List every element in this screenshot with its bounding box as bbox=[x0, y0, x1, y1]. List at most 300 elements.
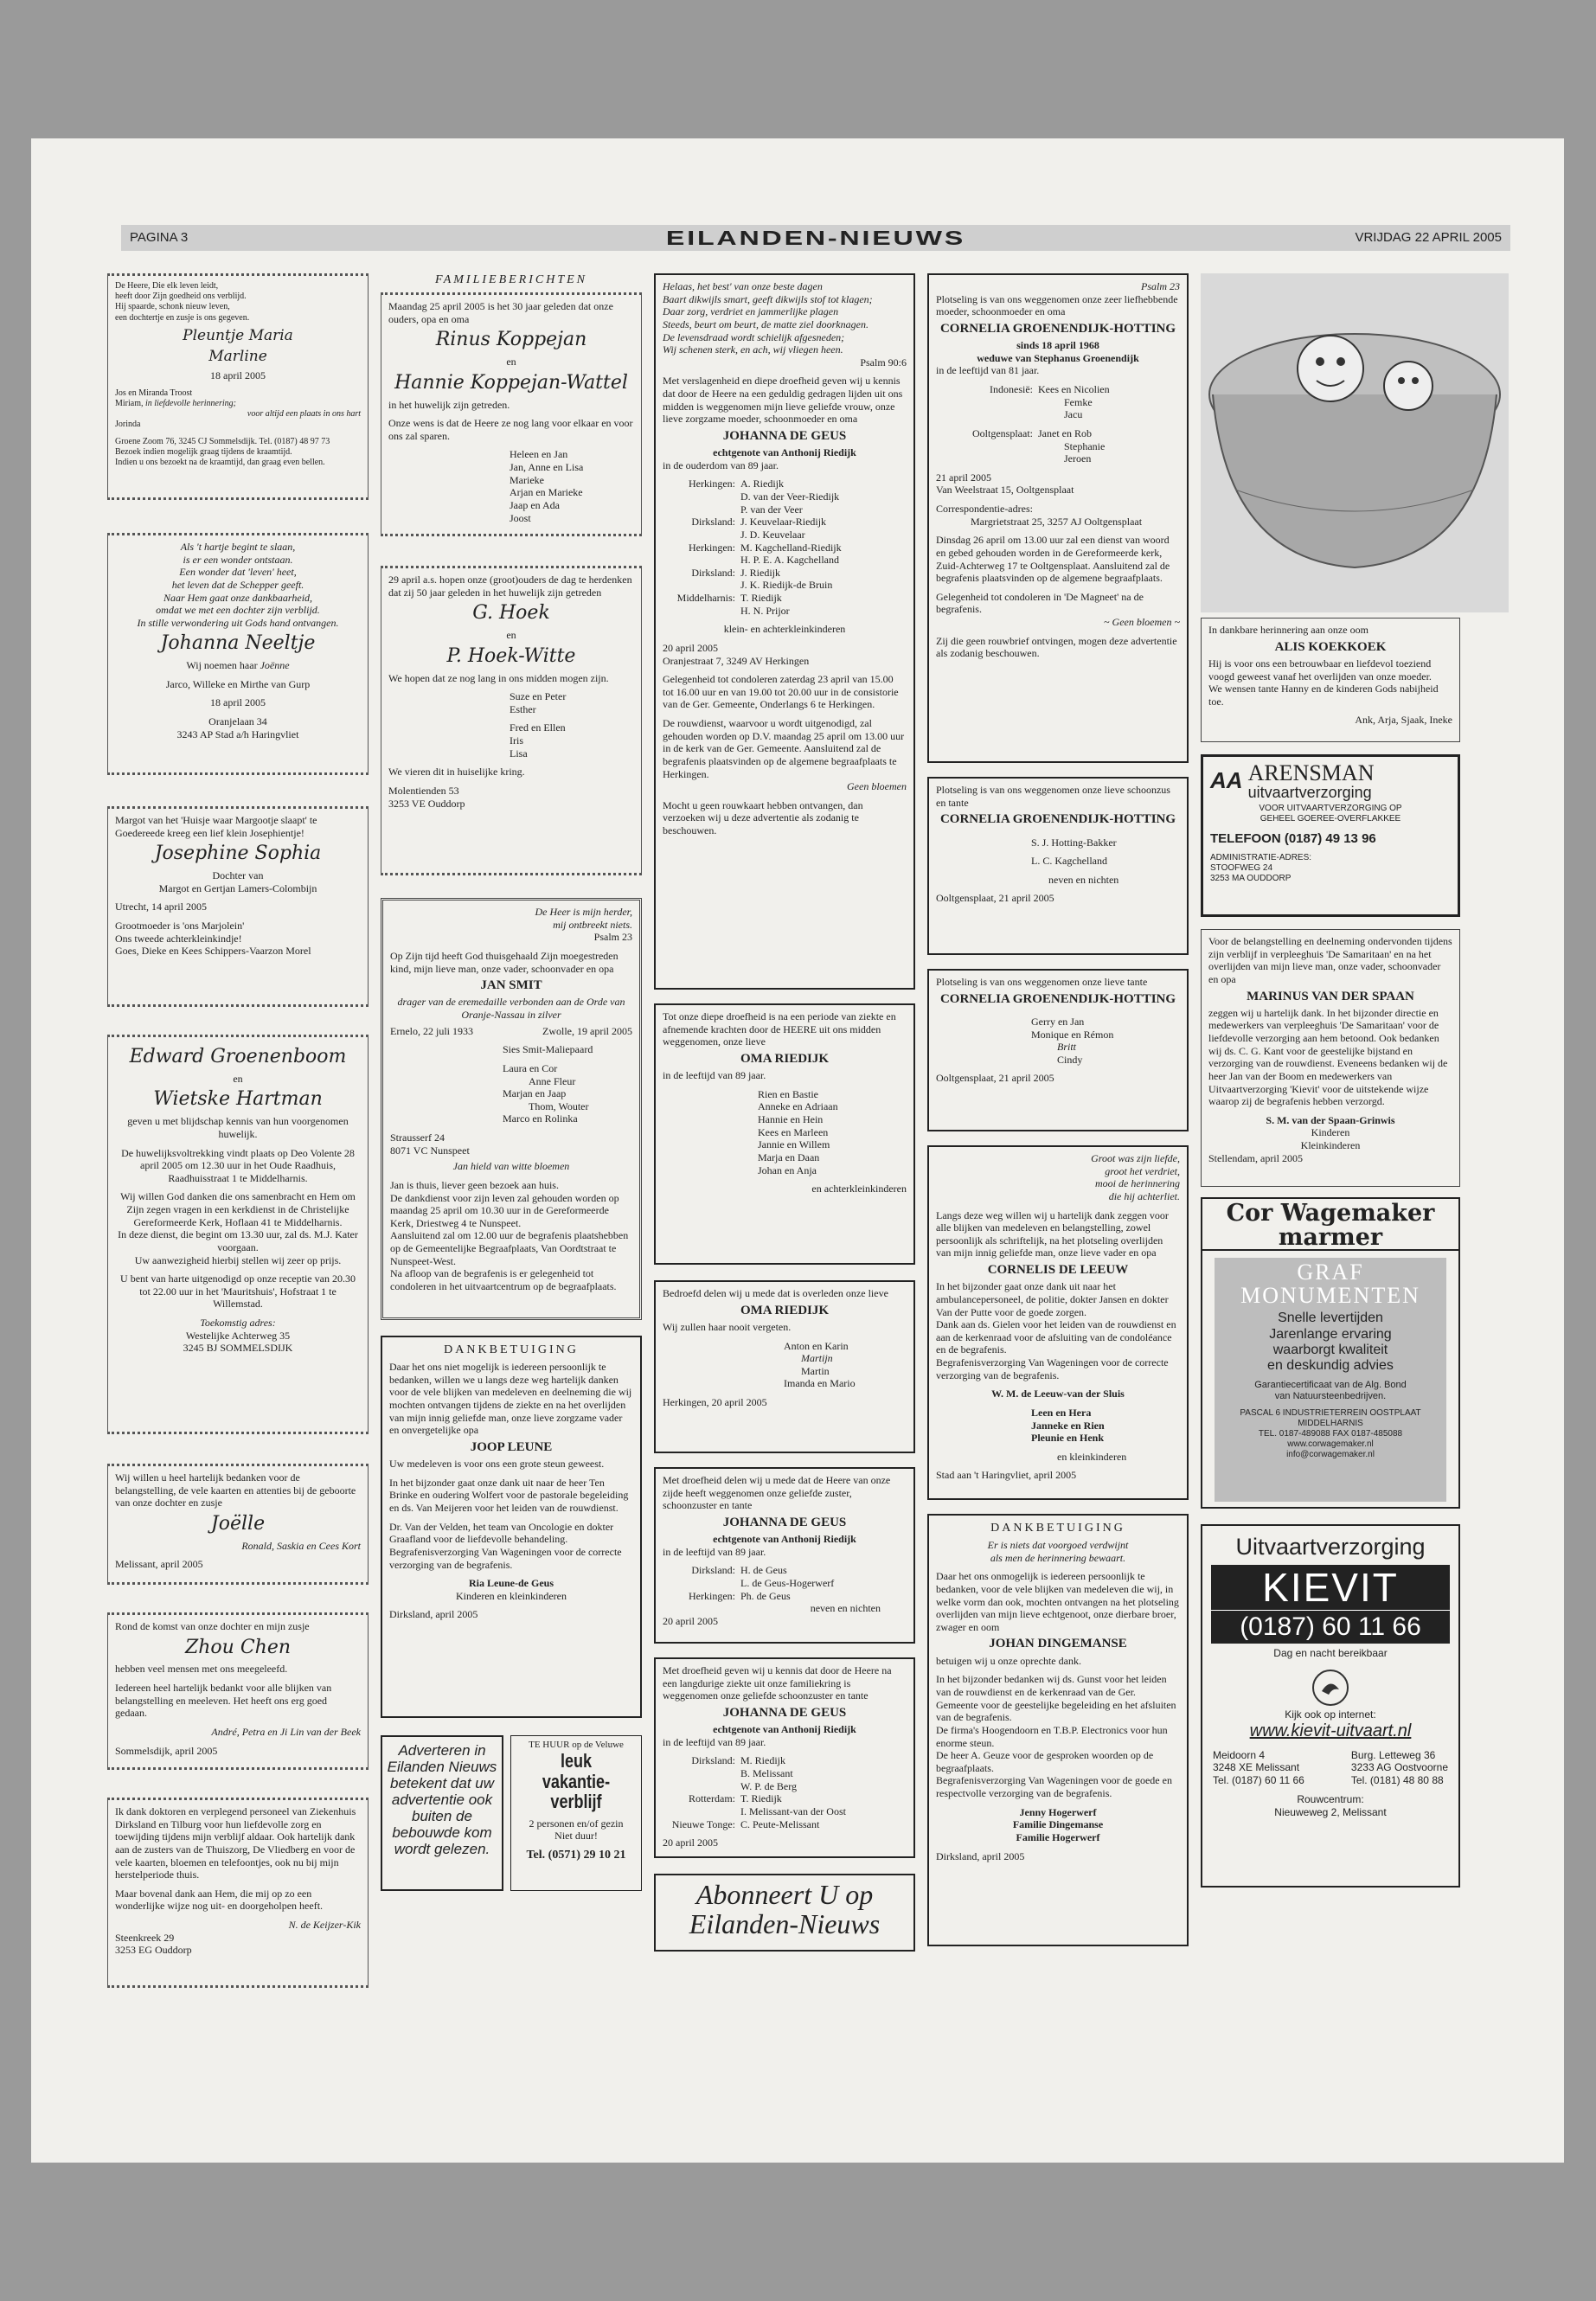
place-label bbox=[936, 408, 1038, 421]
family-list bbox=[388, 448, 634, 524]
promo-line: bebouwde kom bbox=[392, 1824, 492, 1842]
kievit-text: Kijk ook op internet: bbox=[1285, 1708, 1376, 1721]
thanks-text: Begrafenisverzorging Van Wageningen voor de goede en respectvolle verzorging van de begrafenis. bbox=[936, 1774, 1172, 1799]
place-date: Ooltgensplaat, 21 april 2005 bbox=[936, 892, 1054, 905]
obituary-text: De dankdienst voor zijn leven zal gehouden worden op maandag 25 april om 10.30 uur in de Gereformeerde Kerk, Driestweg 4 te Nunspeet. bbox=[390, 1191, 619, 1229]
family-member: Ph. de Geus bbox=[740, 1589, 791, 1602]
graf-line: van Natuursteenbedrijven. bbox=[1274, 1391, 1387, 1402]
monumenten-panel bbox=[1215, 1258, 1446, 1502]
spouse-line: echtgenote van Anthonij Riedijk bbox=[713, 446, 856, 459]
classified-line: leuk vakantie- bbox=[542, 1750, 611, 1792]
obituary-johanna-inlaws bbox=[654, 1657, 915, 1858]
street: Steenkreek 29 bbox=[115, 1931, 175, 1944]
place-label: Herkingen: bbox=[689, 1589, 735, 1602]
family-member: A. Riedijk bbox=[740, 478, 784, 490]
place-label bbox=[663, 554, 740, 567]
and-text: en bbox=[233, 1072, 243, 1085]
graf-line: waarborgt kwaliteit bbox=[1272, 1343, 1388, 1358]
kievit-title: Uitvaartverzorging bbox=[1235, 1534, 1426, 1560]
thanks-text: In het bijzonder bedanken wij ds. Gunst voor het leiden van de rouwdienst en de kerkenraad van de Ger. Gemeente voor de geestelijke begeleiding en het afsluiten van de begrafenis. bbox=[936, 1673, 1176, 1724]
poem-line: omdat we met een dochter zijn verblijd. bbox=[156, 604, 320, 617]
photo-bowl-image bbox=[1201, 273, 1509, 612]
thanks-text: De heer A. Geuze voor de gesproken woorden op de begraafplaats. bbox=[936, 1749, 1154, 1774]
poem-line: als men de herinnering bewaart. bbox=[990, 1551, 1126, 1564]
deceased-name: CORNELIA GROENENDIJK-HOTTING bbox=[939, 991, 1176, 1006]
child-name: Marline bbox=[208, 348, 267, 366]
signature: Familie Dingemanse bbox=[1012, 1818, 1104, 1831]
family-member: Jeroen bbox=[1064, 452, 1092, 465]
family-member: Heleen en Jan bbox=[510, 448, 568, 461]
place-label: Rotterdam: bbox=[689, 1792, 735, 1805]
place-label bbox=[936, 396, 1038, 409]
obituary-text: Plotseling is van ons weggenomen onze zeer liefhebbende moeder, schoonmoeder en oma bbox=[936, 292, 1178, 318]
family-member: Martijn bbox=[801, 1352, 833, 1365]
sibling-line: Miriam, in liefdevolle herinnering; bbox=[115, 399, 236, 409]
note: Indien u ons bezoekt na de kraamtijd, dan graag even bellen. bbox=[115, 457, 325, 467]
obituary-text: Bedroefd delen wij u mede dat is overleden onze lieve bbox=[663, 1287, 888, 1299]
obituary-text: drager van de eremedaille verbonden aan de Orde van Oranje-Nassau in zilver bbox=[397, 996, 625, 1022]
place-date: Sommelsdijk, april 2005 bbox=[115, 1744, 218, 1757]
wedding-text: geven u met blijdschap kennis van hun voorgenomen huwelijk. bbox=[127, 1115, 349, 1140]
family-member: Arjan en Marieke bbox=[510, 486, 583, 499]
anniversary-text: in het huwelijk zijn getreden. bbox=[388, 398, 510, 411]
rouwcentrum-address: Nieuweweg 2, Melissant bbox=[1274, 1806, 1387, 1819]
family-member: Kinderen bbox=[1311, 1126, 1350, 1139]
graf-line: Snelle levertijden bbox=[1278, 1311, 1383, 1326]
place-label: Ooltgensplaat: bbox=[972, 426, 1033, 439]
ad-title: DANKBETUIGING bbox=[444, 1343, 579, 1356]
anniversary-text: Maandag 25 april 2005 is het 30 jaar geleden dat onze ouders, opa en oma bbox=[388, 300, 613, 325]
classified-line: TE HUUR op de Veluwe bbox=[529, 1740, 624, 1750]
place-date: Utrecht, 14 april 2005 bbox=[115, 901, 207, 913]
deceased-name: OMA RIEDIJK bbox=[740, 1303, 830, 1317]
anniversary-ad-koppejan bbox=[381, 292, 642, 536]
place-label bbox=[663, 579, 740, 592]
poem-line: mooi de herinnering bbox=[1095, 1177, 1180, 1190]
place-label bbox=[663, 1577, 740, 1590]
anniversary-text: 29 april a.s. hopen onze (groot)ouders de dag te herdenken dat zij 50 jaar geleden in het huwelijk zijn getreden bbox=[388, 574, 632, 599]
thanks-text: Rond de komst van onze dochter en mijn zusje bbox=[115, 1620, 310, 1632]
signature: Kinderen en kleinkinderen bbox=[456, 1589, 567, 1602]
obituary-text: Aansluitend zal om 12.00 uur de begrafenis plaatshebben op de Gemeentelijke Begraafplaats, Van Oordtstraat te Nunspeet-West. bbox=[390, 1229, 629, 1267]
family-member: Anne Fleur bbox=[529, 1074, 576, 1087]
kievit-website-link[interactable]: www.kievit-uitvaart.nl bbox=[1249, 1721, 1412, 1741]
wedding-text: De huwelijksvoltrekking vindt plaats op Deo Volente 28 april 2005 om 12.30 uur in het Oude Raadhuis, Raadhuisstraat 1 te Middelharnis. bbox=[121, 1146, 355, 1184]
place-date: Stellendam, april 2005 bbox=[1208, 1151, 1303, 1164]
place-date: Dirksland, april 2005 bbox=[936, 1849, 1025, 1862]
poem-line: is er een wonder ontstaan. bbox=[183, 553, 293, 566]
husband-name: G. Hoek bbox=[472, 602, 550, 625]
parents: Margot en Gertjan Lamers-Colombijn bbox=[158, 881, 317, 894]
promo-line: Eilanden Nieuws bbox=[387, 1759, 497, 1776]
life-dates: Ernelo, 22 juli 1933 Zwolle, 19 april 2005 bbox=[390, 1024, 632, 1037]
child-name: Pleuntje Maria bbox=[183, 326, 293, 344]
thanks-text: zeggen wij u hartelijk dank. In het bijzonder directie en medewerkers van verpleeghuis 'De Samaritaan' voor de liefdevolle verzorging aan hem betoond. Ook bedanken wij ds. C. G. Kant voor de geestelijke bijstand en verzorging van de rouwdienst. Eveneens bedanken wij de heer Jan van der Boom en medewerkers van Uitvaartverzorging 'Kievit' voor de uitstekende wijze waarop zij de begrafenis hebben verzorgd. bbox=[1208, 1006, 1448, 1108]
family-list bbox=[390, 1043, 632, 1125]
birth-date: 18 april 2005 bbox=[210, 369, 266, 382]
wedding-text: Uw aanwezigheid hierbij stellen wij zeer op prijs. bbox=[134, 1253, 342, 1266]
family-member: L. de Geus-Hogerwerf bbox=[740, 1577, 835, 1590]
family-member: J. Riedijk bbox=[740, 566, 781, 579]
thanks-text: Dr. Van der Velden, het team van Oncologie en dokter Graafland voor de liefdevolle behandeling. Begrafenisverzorging Van Wageningen voor de correcte verzorging van de begrafenis. bbox=[389, 1520, 622, 1571]
child-name: Joëlle bbox=[210, 1512, 266, 1535]
address-label: Correspondentie-adres: bbox=[936, 503, 1033, 516]
place-label bbox=[663, 1805, 740, 1818]
family-member: Monique en Rémon bbox=[1031, 1028, 1114, 1041]
kievit-addresses bbox=[1202, 1742, 1458, 1787]
kievit-phone: (0187) 60 11 66 bbox=[1211, 1610, 1450, 1644]
memorial-ad-koekkoek bbox=[1201, 618, 1460, 742]
thanks-text: Daar het ons niet mogelijk is iedereen persoonlijk te bedanken, willen we u langs deze weg hartelijk danken voor de vele blijken van medeleven en deelneming die wij mochten ontvangen tijdens de ziekte en na het overlijden van mijn innig geliefde man, onze lieve zorgzame vader en onvergetelijke opa bbox=[389, 1361, 632, 1437]
kievit-ad[interactable] bbox=[1201, 1524, 1460, 1888]
wife-name: Hannie Koppejan-Wattel bbox=[394, 371, 628, 394]
place-label bbox=[663, 1767, 740, 1780]
birth-ad-pleuntje bbox=[107, 273, 369, 500]
card-note: Zij die geen rouwbrief ontvingen, mogen deze advertentie als zodanig beschouwen. bbox=[936, 634, 1177, 660]
place-label bbox=[936, 440, 1038, 453]
anniversary-text: We hopen dat ze nog lang in ons midden mogen zijn. bbox=[388, 671, 609, 684]
date: 20 april 2005 bbox=[663, 1836, 718, 1849]
corwagemaker-ad[interactable] bbox=[1201, 1197, 1460, 1509]
wedding-text: In deze dienst, die begint om 13.30 uur, zal ds. M.J. Kater voorgaan. bbox=[118, 1228, 358, 1253]
thanks-text: Ik dank doktoren en verplegend personeel van Ziekenhuis Dirksland en Tilburg voor hun liefdevolle zorg en toewijding tijdens mijn verblijf aldaar. Ook hartelijk dank aan de zusters van de Thuiszorg, De Vliedberg en voor de vele kaarten, bloemen en telefoontjes, ook nu bij mijn herstelperiode thuis. bbox=[115, 1805, 356, 1881]
street: Strausserf 24 bbox=[390, 1131, 445, 1144]
place-label: Nieuwe Tonge: bbox=[671, 1817, 735, 1830]
arensman-text: VOOR UITVAARTVERZORGING OP bbox=[1259, 804, 1402, 813]
sibling-name: Jorinda bbox=[115, 420, 141, 430]
poem-line: Naar Hem gaat onze dankbaarheid, bbox=[163, 591, 313, 604]
obituary-text: Tot onze diepe droefheid is na een periode van ziekte en afnemende krachten door de HEERE uit ons midden weggenomen, onze lieve bbox=[663, 1010, 896, 1048]
family-member: Laura en Cor bbox=[503, 1061, 558, 1074]
arensman-sub: uitvaartverzorging bbox=[1247, 784, 1372, 801]
classified-line: 2 personen en/of gezin bbox=[529, 1817, 624, 1830]
poem-line: heeft door Zijn goedheid ons verblijd. bbox=[115, 292, 247, 302]
deceased-name: OMA RIEDIJK bbox=[740, 1051, 830, 1066]
graf-website[interactable]: www.corwagemaker.nl bbox=[1287, 1439, 1374, 1450]
place-label bbox=[663, 1780, 740, 1793]
place-label bbox=[663, 490, 740, 503]
family-member: M. Riedijk bbox=[740, 1754, 786, 1767]
kievit-availability: Dag en nacht bereikbaar bbox=[1273, 1646, 1388, 1659]
city: 3253 MA OUDDORP bbox=[1210, 874, 1292, 884]
family-member: Janneke en Rien bbox=[1031, 1419, 1105, 1432]
deceased-name: ALIS KOEKKOEK bbox=[1274, 639, 1387, 654]
flowers-note: ~ Geen bloemen ~ bbox=[1104, 616, 1180, 629]
issue-date: VRIJDAG 22 APRIL 2005 bbox=[1355, 230, 1502, 245]
wedding-text: Wij willen God danken die ons samenbracht en Hem om Zijn zegen vragen in een kerkdienst in de Christelijke Gereformeerde Kerk, Hoflaan 41 te Middelharnis. bbox=[120, 1190, 356, 1228]
family-list bbox=[663, 1088, 907, 1176]
obituary-text: Plotseling is van ons weggenomen onze lieve tante bbox=[936, 976, 1148, 988]
graf-title: MONUMENTEN bbox=[1240, 1283, 1420, 1308]
family-list bbox=[663, 1340, 907, 1391]
husband-name: Rinus Koppejan bbox=[435, 329, 587, 351]
place-label bbox=[663, 605, 740, 618]
signature: Ria Leune-de Geus bbox=[468, 1577, 554, 1590]
place-label: Herkingen: bbox=[689, 541, 735, 554]
place-label bbox=[936, 452, 1038, 465]
thanks-text: Maar bovenal dank aan Hem, die mij op zo een wonderlijke wijze nog uit- en doorgeholpen heeft. bbox=[115, 1887, 324, 1913]
family-member: Hannie en Hein bbox=[758, 1113, 824, 1126]
family-member: Marieke bbox=[510, 473, 544, 486]
family-member: Imanda en Mario bbox=[784, 1377, 856, 1390]
family-member: Kees en Marleen bbox=[758, 1125, 829, 1138]
family-member: Fred en Ellen bbox=[510, 721, 566, 734]
family-member: Jan, Anne en Lisa bbox=[510, 461, 584, 474]
street: Oranjelaan 34 bbox=[208, 715, 267, 728]
family-member: B. Melissant bbox=[740, 1767, 793, 1780]
promo-line: Eilanden-Nieuws bbox=[689, 1907, 881, 1939]
thanks-ad-de-leeuw bbox=[927, 1145, 1189, 1500]
place-date: Herkingen, 20 april 2005 bbox=[663, 1396, 767, 1409]
child-name: Zhou Chen bbox=[184, 1636, 292, 1658]
family-member: D. van der Veer-Riedijk bbox=[740, 490, 840, 503]
poem-line: Helaas, het best' van onze beste dagen bbox=[663, 280, 823, 292]
family-member: I. Melissant-van der Oost bbox=[740, 1804, 846, 1817]
place-label bbox=[663, 503, 740, 516]
nickname-line: Wij noemen haar Joënne bbox=[186, 659, 290, 672]
thanks-ad-dingemanse bbox=[927, 1514, 1189, 1946]
thanks-text: Langs deze weg willen wij u hartelijk dank zeggen voor alle blijken van medeleven en belangstelling, zowel persoonlijk als schriftelijk, na het plotseling overlijden van mijn innig geliefde man, onze lieve vader en opa bbox=[936, 1208, 1169, 1259]
family-member: H. N. Prijor bbox=[740, 604, 790, 617]
place-label: Dirksland: bbox=[691, 1754, 735, 1767]
age-line: in de leeftijd van 89 jaar. bbox=[663, 1069, 766, 1082]
grandparent-line: Grootmoeder is 'ons Marjolein' bbox=[115, 919, 245, 932]
masthead: EILANDEN-NIEUWS bbox=[665, 227, 966, 249]
thanks-ad-zhou bbox=[107, 1612, 369, 1770]
poem-line: Als 't hartje begint te slaan, bbox=[180, 541, 296, 553]
arensman-logo-row bbox=[1210, 762, 1451, 800]
since-line: sinds 18 april 1968 bbox=[1016, 339, 1099, 352]
obituary-text: Plotseling is van ons weggenomen onze lieve schoonzus en tante bbox=[936, 784, 1170, 809]
poem-line: Een wonder dat 'leven' heet, bbox=[179, 566, 297, 579]
anniversary-ad-hoek bbox=[381, 566, 642, 875]
arensman-text: GEHEEL GOEREE-OVERFLAKKEE bbox=[1259, 814, 1401, 824]
place-label: Herkingen: bbox=[689, 478, 735, 490]
poem-line: In stille verwondering uit Gods hand ontvangen. bbox=[137, 616, 339, 629]
deceased-name: JOHAN DINGEMANSE bbox=[989, 1637, 1127, 1651]
family-member: Joost bbox=[510, 511, 531, 524]
address-line: 3248 XE Melissant bbox=[1213, 1761, 1300, 1774]
age-line: in de leeftijd van 89 jaar. bbox=[663, 1545, 766, 1558]
obituary-text: Na afloop van de begrafenis is er gelegenheid tot condoleren in het uitvaartcentrum op de begraafplaats. bbox=[390, 1267, 617, 1292]
place-label: Dirksland: bbox=[691, 516, 735, 529]
poem-line: De Heer is mijn herder, bbox=[535, 906, 632, 918]
signature: André, Petra en Ji Lin van der Beek bbox=[211, 1725, 361, 1738]
signature: Ank, Arja, Sjaak, Ineke bbox=[1355, 714, 1452, 727]
memorial-text: Hij is voor ons een betrouwbaar en liefdevol toeziend voogd geweest vanaf het overlijden van onze moeder. bbox=[1208, 657, 1432, 683]
arensman-ad[interactable] bbox=[1201, 754, 1460, 917]
thanks-text: hebben veel mensen met ons meegeleefd. bbox=[115, 1663, 288, 1676]
announcement-text: Margot van het 'Huisje waar Margootje slaapt' te Goedereede kreeg een lief klein Josephientje! bbox=[115, 814, 317, 839]
promo-line: advertentie ook bbox=[391, 1791, 493, 1809]
family-member: Lisa bbox=[510, 747, 528, 760]
street: Westelijke Achterweg 35 bbox=[185, 1329, 291, 1342]
address-label: Toekomstig adres: bbox=[200, 1317, 276, 1330]
family-member: Jacu bbox=[1064, 408, 1083, 421]
date: 20 april 2005 bbox=[663, 1614, 718, 1627]
family-member: H. de Geus bbox=[740, 1564, 787, 1577]
card-note: Mocht u geen rouwkaart hebben ontvangen, dan verzoeken wij u deze advertentie als zodanig te beschouwen. bbox=[663, 798, 863, 837]
deceased-name: CORNELIA GROENENDIJK-HOTTING bbox=[939, 321, 1176, 336]
age-line: in de ouderdom van 89 jaar. bbox=[663, 458, 779, 471]
corwagemaker-sub: marmer bbox=[1278, 1224, 1383, 1251]
city: 3253 EG Ouddorp bbox=[115, 1944, 192, 1957]
signature: S. M. van der Spaan-Grinwis bbox=[1266, 1113, 1395, 1126]
thanks-text: betuigen wij u onze oprechte dank. bbox=[936, 1654, 1081, 1667]
promo-abonneert[interactable] bbox=[654, 1874, 915, 1952]
memorial-text: In dankbare herinnering aan onze oom bbox=[1208, 624, 1368, 636]
grandchildren-line: Kleinkinderen bbox=[1300, 1139, 1361, 1152]
thanks-ad-joelle bbox=[107, 1464, 369, 1585]
age-line: in de leeftijd van 81 jaar. bbox=[936, 364, 1040, 377]
place-label: Dirksland: bbox=[691, 566, 735, 579]
poem-line: Er is niets dat voorgoed verdwijnt bbox=[987, 1539, 1129, 1552]
family-member: Femke bbox=[1064, 395, 1093, 408]
obituary-text: Jan is thuis, liever geen bezoek aan huis. bbox=[390, 1178, 559, 1191]
condolence-text: Gelegenheid tot condoleren in 'De Magneet' na de begrafenis. bbox=[936, 590, 1144, 616]
thanks-ad-keijzer bbox=[107, 1798, 369, 1988]
classified-vakantie bbox=[510, 1735, 642, 1891]
poem-line: het leven dat de Schepper geeft. bbox=[171, 578, 304, 591]
family-member: Anneke en Adriaan bbox=[758, 1100, 838, 1113]
city: 8071 VC Nunspeet bbox=[390, 1144, 470, 1157]
place-date: Ooltgensplaat, 21 april 2005 bbox=[936, 1072, 1054, 1085]
graf-line: en deskundig advies bbox=[1267, 1358, 1394, 1374]
spouse-line: echtgenote van Anthonij Riedijk bbox=[713, 1723, 856, 1736]
family-member: S. J. Hotting-Bakker bbox=[1031, 836, 1117, 849]
thanks-text: In het bijzonder gaat onze dank uit naar de heer Ten Brinke en oudering Wolfert voor de pastorale begeleiding en ds. Van Meijeren voor het leiden van de rouwdienst. bbox=[389, 1476, 629, 1514]
family-member: Martin bbox=[801, 1364, 830, 1377]
address: Oranjestraat 7, 3249 AV Herkingen bbox=[663, 654, 810, 667]
deceased-name: JOHANNA DE GEUS bbox=[722, 1705, 847, 1720]
birth-date: 18 april 2005 bbox=[210, 696, 266, 709]
obituary-text: Met verslagenheid en diepe droefheid geven wij u kennis dat door de Heere na een geduldig gedragen lijden uit ons midden is weggenomen mijn lieve geliefde vrouw, onze lieve zorgzame moeder, schoonmoeder en oma bbox=[663, 375, 903, 426]
corwagemaker-name: Cor Wagemaker bbox=[1226, 1200, 1435, 1227]
deceased-name: JOOP LEUNE bbox=[470, 1439, 553, 1454]
poem-line: groot het verdriet, bbox=[1105, 1164, 1180, 1177]
date: 20 april 2005 bbox=[663, 641, 718, 654]
family-list bbox=[388, 690, 634, 760]
address: Groene Zoom 76, 3245 CJ Sommelsdijk. Tel. (0187) 48 97 73 bbox=[115, 436, 330, 446]
obituary-text: Wij zullen haar nooit vergeten. bbox=[663, 1320, 792, 1333]
family-member: T. Riedijk bbox=[740, 592, 782, 605]
promo-line: betekent dat uw bbox=[389, 1775, 495, 1792]
family-member: Johan en Anja bbox=[758, 1163, 817, 1176]
place-label: Middelharnis: bbox=[676, 592, 735, 605]
poem-line: Baart dikwijls smart, geeft dikwijls stof tot klagen; bbox=[663, 292, 873, 305]
phone-line: Tel. (0187) 60 11 66 bbox=[1213, 1773, 1304, 1786]
deceased-name: JOHANNA DE GEUS bbox=[722, 428, 847, 443]
street: Molentienden 53 bbox=[388, 784, 459, 797]
grandchildren-line: en kleinkinderen bbox=[1057, 1450, 1127, 1463]
poem-line: Hij spaarde, schonk nieuw leven, bbox=[115, 302, 230, 312]
arensman-name: ARENSMAN bbox=[1247, 760, 1375, 785]
birth-ad-johanna bbox=[107, 533, 369, 775]
thanks-text: In het bijzonder gaat onze dank uit naar het ambulancepersoneel, de politie, dokter Jansen en dokter Van der Putte voor de goede zorgen. bbox=[936, 1280, 1169, 1318]
phone-number: TELEFOON (0187) 49 13 96 bbox=[1210, 831, 1376, 847]
place-label: Dirksland: bbox=[691, 1564, 735, 1577]
poem-line: die hij achterliet. bbox=[1108, 1189, 1180, 1202]
bible-reference: Psalm 90:6 bbox=[860, 356, 907, 369]
thanks-ad-van-der-spaan bbox=[1201, 929, 1460, 1187]
child-name: Josephine Sophia bbox=[154, 843, 322, 865]
place-date: Dirksland, april 2005 bbox=[389, 1608, 478, 1621]
poem-line: een dochtertje en zusje is ons gegeven. bbox=[115, 312, 250, 323]
birth-ad-josephine bbox=[107, 806, 369, 1007]
obituary-johanna-family bbox=[654, 273, 915, 990]
age-line: in de leeftijd van 89 jaar. bbox=[663, 1735, 766, 1748]
graf-title: GRAF bbox=[1297, 1259, 1364, 1285]
deceased-name: CORNELIA GROENENDIJK-HOTTING bbox=[939, 812, 1176, 827]
classified-line: Niet duur! bbox=[554, 1830, 598, 1843]
graf-phone: TEL. 0187-489088 FAX 0187-485088 bbox=[1258, 1429, 1403, 1439]
street: STOOFWEG 24 bbox=[1210, 862, 1273, 873]
service-text: Dinsdag 26 april om 13.00 uur zal een dienst van woord en gebed gehouden worden in de Gereformeerde kerk, Zuid-Achterweg 17 te Ooltgensplaat. Aansluitend zal de begrafenis plaatsvinden op de algemene begraafplaats. bbox=[936, 534, 1170, 585]
family-member: Marjan en Jaap bbox=[503, 1087, 567, 1100]
family-member: Britt bbox=[1057, 1041, 1077, 1054]
city: 3245 BJ SOMMELSDIJK bbox=[183, 1342, 293, 1355]
note: Bezoek indien mogelijk graag tijdens de kraamtijd. bbox=[115, 446, 292, 457]
promo-adverteren bbox=[381, 1735, 503, 1891]
family-member: T. Riedijk bbox=[740, 1792, 782, 1805]
graf-email[interactable]: info@corwagemaker.nl bbox=[1286, 1450, 1375, 1460]
poem-line: De Heere, Die elk leven leidt, bbox=[115, 281, 219, 291]
promo-line: Abonneert U op bbox=[695, 1879, 874, 1910]
and-text: en bbox=[506, 356, 516, 369]
parents-label: Dochter van bbox=[212, 869, 264, 882]
grandchildren-line: klein- en achterkleinkinderen bbox=[723, 623, 846, 636]
thanks-text: Begrafenisverzorging Van Wageningen voor de correcte verzorging van de begrafenis. bbox=[936, 1356, 1169, 1381]
signature: Familie Hogerwerf bbox=[1016, 1830, 1100, 1843]
obituary-johanna-siblings bbox=[654, 1467, 915, 1644]
deceased-name: JOHANNA DE GEUS bbox=[722, 1515, 847, 1529]
spouse-line: weduwe van Stephanus Groenendijk bbox=[977, 351, 1139, 364]
family: Jarco, Willeke en Mirthe van Gurp bbox=[165, 677, 311, 690]
illustration-bowl bbox=[1201, 273, 1509, 612]
grandparent-line: Ons tweede achterkleinkindje! bbox=[115, 932, 242, 945]
family-member: Rien en Bastie bbox=[758, 1087, 818, 1100]
family-member: Pleunie en Henk bbox=[1031, 1432, 1105, 1445]
graf-address: PASCAL 6 INDUSTRIETERREIN OOSTPLAAT bbox=[1240, 1407, 1421, 1418]
address: Margrietstraat 25, 3257 AJ Ooltgensplaat bbox=[971, 515, 1143, 528]
promo-line: buiten de bbox=[412, 1808, 472, 1825]
phone-line: Tel. (0181) 48 80 88 bbox=[1350, 1773, 1444, 1786]
family-member: Sies Smit-Maliepaard bbox=[503, 1043, 593, 1056]
arensman-logo-icon: AA bbox=[1210, 767, 1243, 794]
family-member: Marja en Daan bbox=[758, 1150, 820, 1163]
obituary-cornelia-siblings bbox=[927, 777, 1189, 955]
obituary-text: Met droefheid delen wij u mede dat de Heere van onze zijde heeft weggenomen onze geliefde zuster, schoonzuster en tante bbox=[663, 1474, 891, 1512]
poem-line: Steeds, beurt om beurt, de matte ziel doorknagen. bbox=[663, 317, 869, 330]
family-member: J. K. Riedijk-de Bruin bbox=[740, 579, 833, 592]
family-member: Jaap en Ada bbox=[510, 498, 560, 511]
family-member: Marco en Rolinka bbox=[503, 1112, 578, 1125]
family-member: W. P. de Berg bbox=[740, 1779, 798, 1792]
classified-line: verblijf bbox=[550, 1790, 602, 1812]
bible-reference: Psalm 23 bbox=[1141, 280, 1180, 292]
flowers-note: Geen bloemen bbox=[847, 780, 907, 793]
family-member: J. Keuvelaar-Riedijk bbox=[740, 516, 827, 529]
thanks-ad-leune bbox=[381, 1336, 642, 1718]
bible-reference: Psalm 23 bbox=[593, 931, 632, 944]
thanks-text: Daar het ons onmogelijk is iedereen persoonlijk te bedanken, voor de vele blijken van medeleven die wij, in welke vorm dan ook, mochten ontvangen na het plotseling overlijden van mijn lieve echtgenoot, onze dierbare broer, zwager en oom bbox=[936, 1570, 1179, 1633]
section-title: FAMILIEBERICHTEN bbox=[434, 273, 588, 286]
family-member: Leen en Hera bbox=[1031, 1406, 1092, 1419]
address: Van Weelstraat 15, Ooltgensplaat bbox=[936, 484, 1074, 497]
memory-line: voor altijd een plaats in ons hart bbox=[247, 409, 361, 420]
anniversary-text: Onze wens is dat de Heere ze nog lang voor elkaar en voor ons zal sparen. bbox=[388, 417, 633, 442]
kievit-bird-icon bbox=[1311, 1669, 1349, 1707]
